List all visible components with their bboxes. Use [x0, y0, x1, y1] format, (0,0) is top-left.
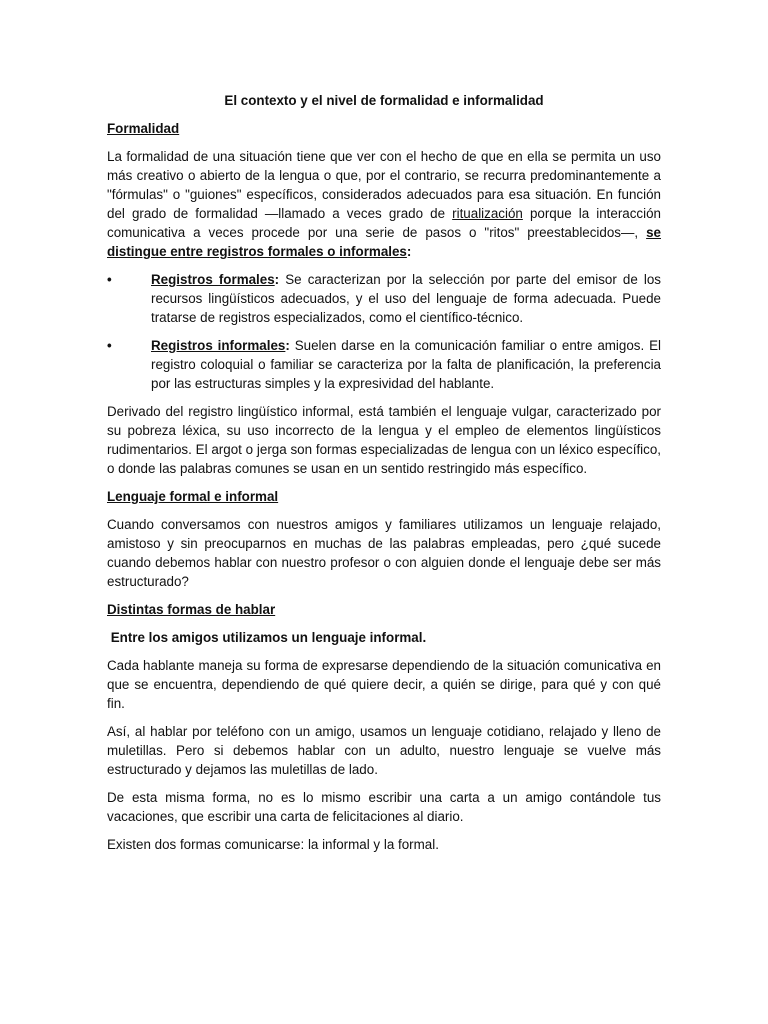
emphasis-text: se distingue entre registros formales o informales: [107, 225, 661, 259]
paragraph-text: porque la interacción comunicativa a veces procede por una serie de pasos o "ritos" preestablecidos—,: [107, 206, 661, 240]
list-item-colon: :: [274, 272, 280, 287]
list-item-label: Registros formales: [151, 272, 275, 287]
bullet-marker: •: [107, 338, 112, 353]
paragraph-carta: De esta misma forma, no es lo mismo escribir una carta a un amigo contándole tus vacaciones, que escribir una carta de felicitaciones al diario.: [107, 790, 661, 824]
paragraph-lenguaje: Cuando conversamos con nuestros amigos y familiares utilizamos un lenguaje relajado, amistoso y sin preocuparnos en muchas de las palabras empleadas, pero ¿qué sucede cuando debemos hablar con nuestro profesor o con alguien donde el lenguaje debe ser más estructurado?: [107, 517, 661, 589]
section-heading-formalidad: Formalidad: [107, 121, 180, 136]
list-item: [107, 270, 661, 336]
bullet-marker: •: [107, 272, 112, 287]
list-item-body: Se caracterizan por la selección por parte del emisor de los recursos lingüísticos adecuados, y el uso del lenguaje de forma adecuada. Puede tratarse de registros especializados, como el científico-técnico.: [151, 272, 661, 325]
paragraph-registro-vulgar: Derivado del registro lingüístico informal, está también el lenguaje vulgar, caracterizado por su pobreza léxica, su uso incorrecto de la lengua y el empleo de elementos lingüísticos rudimentarios. El argot o jerga son formas especializadas de lengua con un léxico específico, o donde las palabras comunes se usan en un sentido restringido más específico.: [107, 404, 661, 476]
ritualizacion-link[interactable]: ritualización: [452, 206, 523, 221]
list-item: [107, 336, 661, 402]
paragraph-hablante: Cada hablante maneja su forma de expresarse dependiendo de la situación comunicativa en que se encuentra, dependiendo de qué quiere decir, a quién se dirige, para qué y con qué fin.: [107, 658, 661, 711]
paragraph-colon: :: [406, 244, 412, 259]
list-item-text: [151, 270, 661, 327]
paragraph-formas: Existen dos formas comunicarse: la informal y la formal.: [107, 837, 439, 852]
list-item-colon: :: [285, 338, 290, 353]
list-item-body: Suelen darse en la comunicación familiar o entre amigos. El registro coloquial o familiar se caracteriza por la falta de planificación, la preferencia por las estructuras simples y la expresividad del hablante.: [151, 338, 661, 391]
paragraph-text: La formalidad de una situación tiene que ver con el hecho de que en ella se permita un uso más creativo o abierto de la lengua o que, por el contrario, se recurra predominantemente a "fórmulas" o "guiones" específicos, considerados adecuados para esa situación. En función del grado de formalidad —llamado a veces grado de: [107, 149, 661, 221]
bold-statement: Entre los amigos utilizamos un lenguaje informal.: [107, 630, 427, 645]
list-item-label: Registros informales: [151, 338, 286, 353]
section-heading-formas-hablar: Distintas formas de hablar: [107, 602, 276, 617]
paragraph-formalidad-intro: [107, 147, 661, 261]
list-item-text: [151, 336, 661, 393]
section-heading-lenguaje: Lenguaje formal e informal: [107, 489, 279, 504]
document-body: [107, 91, 661, 863]
document-title: El contexto y el nivel de formalidad e informalidad: [224, 93, 544, 108]
paragraph-telefono: Así, al hablar por teléfono con un amigo, usamos un lenguaje cotidiano, relajado y lleno de muletillas. Pero si debemos hablar con un adulto, nuestro lenguaje se vuelve más estructurado y dejamos las muletillas de lado.: [107, 724, 661, 777]
